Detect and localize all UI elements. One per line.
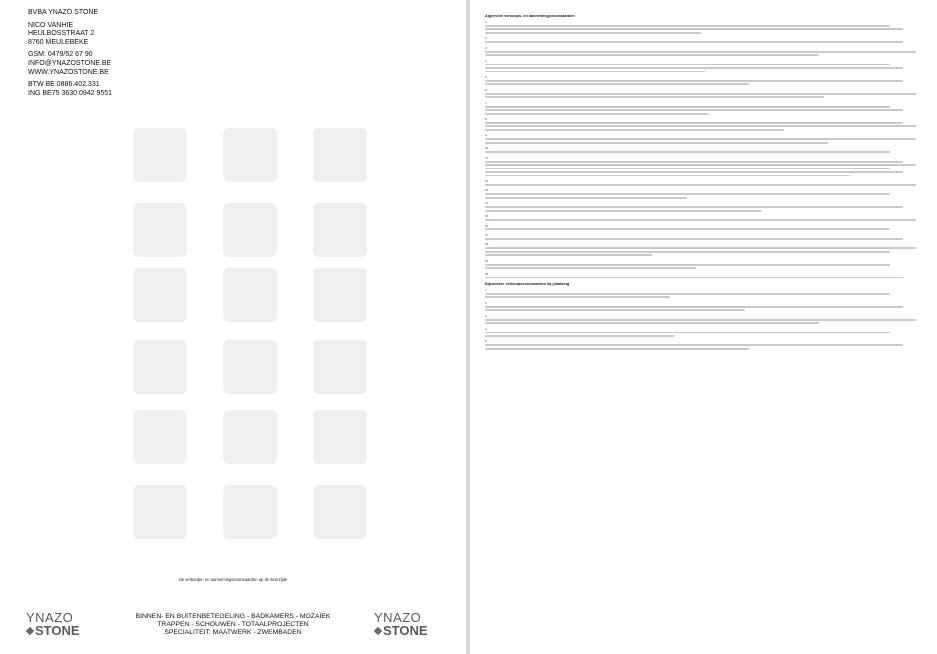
text-line bbox=[485, 93, 916, 95]
text-line bbox=[485, 161, 903, 163]
terms-paragraph bbox=[485, 260, 925, 269]
terms-paragraph bbox=[485, 102, 925, 115]
text-line bbox=[485, 238, 903, 240]
watermark-tile bbox=[313, 410, 367, 464]
text-line bbox=[485, 41, 903, 43]
text-line bbox=[485, 113, 709, 115]
text-line bbox=[485, 32, 701, 34]
terms-paragraph bbox=[485, 273, 925, 279]
service-line: TRAPPEN - SCHOUWEN - TOTAALPROJECTEN bbox=[157, 621, 309, 629]
paragraph-number: 6. bbox=[485, 87, 488, 92]
paragraph-number: 16. bbox=[485, 223, 489, 228]
paragraph-number: 20. bbox=[485, 271, 489, 276]
terms-paragraph bbox=[485, 215, 925, 221]
services-list bbox=[110, 613, 356, 638]
text-line bbox=[485, 106, 890, 108]
paragraph-number: 14. bbox=[485, 201, 489, 206]
bank-account: ING BE75 3630 0942 9551 bbox=[28, 89, 113, 97]
paragraph-number: 2. bbox=[485, 300, 488, 305]
watermark-tile bbox=[313, 485, 367, 539]
contact-name: NICO VANHIE bbox=[28, 21, 73, 29]
watermark-tile bbox=[133, 485, 187, 539]
paragraph-number: 2. bbox=[485, 36, 488, 41]
watermark-tile bbox=[133, 410, 187, 464]
text-line bbox=[485, 80, 903, 82]
paragraph-number: 7. bbox=[485, 100, 488, 105]
text-line bbox=[485, 267, 696, 269]
text-line bbox=[485, 348, 749, 350]
terms-paragraph bbox=[485, 189, 925, 198]
logo-diamond-icon bbox=[26, 627, 34, 635]
text-line bbox=[485, 332, 890, 334]
city: 8760 MEULEBEKE bbox=[28, 38, 89, 46]
paragraph-number: 3. bbox=[485, 45, 488, 50]
paragraph-number: 1. bbox=[485, 20, 488, 24]
text-line bbox=[485, 197, 687, 199]
terms-paragraph bbox=[485, 21, 925, 34]
text-line bbox=[485, 319, 916, 321]
terms-paragraph bbox=[485, 76, 925, 85]
placement-terms-list bbox=[485, 289, 925, 350]
terms-paragraph bbox=[485, 147, 925, 153]
paragraph-number: 3. bbox=[485, 313, 488, 318]
terms-paragraph bbox=[485, 157, 925, 177]
text-line bbox=[485, 335, 674, 337]
service-line: SPECIALITEIT: MAATWERK - ZWEMBADEN bbox=[164, 629, 302, 637]
terms-paragraph bbox=[485, 89, 925, 98]
text-line bbox=[485, 168, 890, 170]
text-line bbox=[485, 67, 903, 69]
terms-and-conditions bbox=[485, 14, 925, 353]
text-line bbox=[485, 228, 890, 230]
vat-number: BTW BE 0886.402.331 bbox=[28, 81, 100, 89]
text-line bbox=[485, 206, 903, 208]
watermark-tile bbox=[223, 268, 277, 322]
terms-paragraph bbox=[485, 225, 925, 231]
paragraph-number: 1. bbox=[485, 287, 488, 292]
terms-paragraph bbox=[485, 302, 925, 311]
terms-paragraph bbox=[485, 60, 925, 73]
watermark-tile bbox=[313, 340, 367, 394]
paragraph-number: 13. bbox=[485, 188, 489, 193]
watermark-tile bbox=[223, 203, 277, 257]
text-line bbox=[485, 306, 903, 308]
watermark-tile bbox=[313, 203, 367, 257]
general-terms-list bbox=[485, 21, 925, 278]
phone: GSM: 0479/52 67 90 bbox=[28, 51, 93, 59]
terms-paragraph bbox=[485, 243, 925, 256]
paragraph-number: 10. bbox=[485, 146, 489, 151]
terms-paragraph bbox=[485, 202, 925, 211]
terms-paragraph bbox=[485, 37, 925, 43]
company-info bbox=[28, 9, 112, 98]
text-line bbox=[485, 193, 890, 195]
logo-left bbox=[26, 611, 104, 645]
terms-paragraph bbox=[485, 180, 925, 186]
text-line bbox=[485, 171, 903, 173]
text-line bbox=[485, 322, 819, 324]
text-line bbox=[485, 277, 903, 279]
watermark-tile bbox=[133, 203, 187, 257]
paragraph-number: 5. bbox=[485, 339, 488, 344]
text-line bbox=[485, 51, 916, 53]
text-line bbox=[485, 175, 850, 177]
watermark-tile bbox=[133, 340, 187, 394]
watermark-tile bbox=[133, 128, 187, 182]
terms-paragraph bbox=[485, 340, 925, 349]
text-line bbox=[485, 138, 916, 140]
watermark-tile bbox=[313, 268, 367, 322]
terms-paragraph bbox=[485, 118, 925, 131]
company-name: BVBA YNAZO STONE bbox=[28, 9, 99, 16]
terms-paragraph bbox=[485, 315, 925, 324]
terms-paragraph bbox=[485, 47, 925, 56]
text-line bbox=[485, 247, 916, 249]
text-line bbox=[485, 25, 890, 27]
text-line bbox=[485, 122, 903, 124]
logo-word-stone: STONE bbox=[383, 623, 428, 638]
text-line bbox=[485, 219, 916, 221]
website: WWW.YNAZOSTONE.BE bbox=[28, 68, 109, 76]
logo-word-ynazo: YNAZO bbox=[374, 610, 422, 625]
text-line bbox=[485, 344, 903, 346]
watermark-tile bbox=[223, 485, 277, 539]
watermark-tile bbox=[313, 128, 367, 182]
email: INFO@YNAZOSTONE.BE bbox=[28, 59, 112, 67]
logo-word-stone: STONE bbox=[35, 623, 80, 638]
text-line bbox=[485, 164, 916, 166]
terms-paragraph bbox=[485, 289, 925, 298]
text-line bbox=[485, 64, 890, 66]
paragraph-number: 17. bbox=[485, 232, 489, 237]
paragraph-number: 8. bbox=[485, 117, 488, 122]
text-line bbox=[485, 309, 745, 311]
paragraph-number: 4. bbox=[485, 326, 488, 331]
watermark-tile bbox=[133, 268, 187, 322]
watermark-tile bbox=[223, 410, 277, 464]
paragraph-number: 12. bbox=[485, 179, 489, 184]
paragraph-number: 18. bbox=[485, 242, 489, 247]
watermark-tile bbox=[223, 128, 277, 182]
right-page bbox=[470, 0, 937, 654]
heading-general-terms: Algemene verkoops- en aannemingsvoorwaarden bbox=[485, 14, 575, 18]
text-line bbox=[485, 28, 903, 30]
terms-paragraph bbox=[485, 328, 925, 337]
text-line bbox=[485, 254, 652, 256]
terms-paragraph bbox=[485, 234, 925, 240]
left-page bbox=[0, 0, 466, 654]
watermark-tile bbox=[223, 340, 277, 394]
text-line bbox=[485, 151, 890, 153]
paragraph-number: 15. bbox=[485, 214, 489, 219]
text-line bbox=[485, 184, 916, 186]
text-line bbox=[485, 264, 890, 266]
paragraph-number: 11. bbox=[485, 155, 489, 160]
text-line bbox=[485, 129, 784, 131]
logo-right bbox=[374, 611, 452, 645]
text-line bbox=[485, 251, 890, 253]
text-line bbox=[485, 54, 819, 56]
paragraph-number: 5. bbox=[485, 74, 488, 79]
terms-reference-note: zie verkoops- en aannemingsvoorwaarden op de keerzijde bbox=[178, 577, 288, 582]
text-line bbox=[485, 142, 828, 144]
text-line bbox=[485, 83, 749, 85]
text-line bbox=[485, 296, 670, 298]
logo-diamond-icon bbox=[374, 627, 382, 635]
paragraph-number: 9. bbox=[485, 133, 488, 138]
paragraph-number: 19. bbox=[485, 258, 489, 263]
terms-paragraph bbox=[485, 134, 925, 143]
text-line bbox=[485, 96, 824, 98]
text-line bbox=[485, 109, 903, 111]
text-line bbox=[485, 293, 890, 295]
logo-word-ynazo: YNAZO bbox=[26, 610, 74, 625]
text-line bbox=[485, 71, 705, 73]
street: HEULBOSSTRAAT 2 bbox=[28, 30, 95, 38]
service-line: BINNEN- EN BUITENBETEGELING - BADKAMERS - MOZAÏEK bbox=[135, 613, 331, 620]
heading-placement-terms: Bijzondere verkoopsvoorwaarden bij plaatsing bbox=[485, 281, 570, 286]
text-line bbox=[485, 210, 762, 212]
text-line bbox=[485, 125, 916, 127]
paragraph-number: 4. bbox=[485, 58, 488, 63]
